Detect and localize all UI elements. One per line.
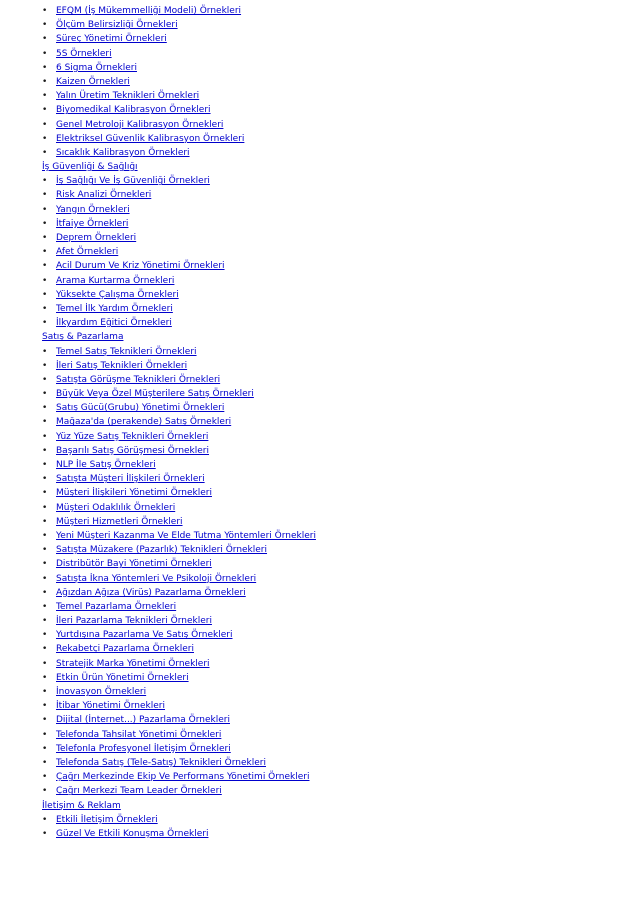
list-item-link[interactable]: Arama Kurtarma Örnekleri (56, 275, 175, 286)
list-item-link[interactable]: Temel Pazarlama Örnekleri (56, 601, 177, 612)
list-item-link[interactable]: 6 Sigma Örnekleri (56, 62, 137, 73)
bullet-icon: • (42, 701, 48, 712)
list-item-link[interactable]: Temel Satış Teknikleri Örnekleri (56, 346, 197, 357)
list-item (42, 401, 638, 415)
list-item-link[interactable]: Kaizen Örnekleri (56, 76, 130, 87)
list-item (42, 217, 638, 231)
list-item-link[interactable]: İleri Pazarlama Teknikleri Örnekleri (56, 616, 212, 627)
list-item-link[interactable]: Risk Analizi Örnekleri (56, 190, 152, 201)
list-item-link[interactable]: Müşteri Odaklılık Örnekleri (56, 502, 176, 513)
list-item-link[interactable]: Telefonda Tahsilat Yönetimi Örnekleri (56, 729, 222, 740)
list-item (42, 572, 638, 586)
list-item (42, 89, 638, 103)
section-0 (42, 4, 638, 160)
list-item-link[interactable]: Yalın Üretim Teknikleri Örnekleri (56, 91, 200, 102)
section-heading (42, 799, 638, 813)
bullet-icon: • (42, 743, 48, 754)
list-item (42, 458, 638, 472)
list-item (42, 188, 638, 202)
bullet-icon: • (42, 616, 48, 627)
list-item-link[interactable]: NLP İle Satış Örnekleri (56, 460, 156, 470)
list-item-link[interactable]: Müşteri Hizmetleri Örnekleri (56, 516, 183, 527)
bullet-icon: • (42, 176, 48, 187)
list-item (42, 132, 638, 146)
list-item-link[interactable]: İtfaiye Örnekleri (56, 218, 129, 229)
bullet-icon: • (42, 786, 48, 797)
bullet-icon: • (42, 630, 48, 641)
bullet-icon: • (42, 289, 48, 300)
bullet-icon: • (42, 814, 48, 825)
list-item-link[interactable]: Ağızdan Ağıza (Virüs) Pazarlama Örnekleri (56, 587, 246, 598)
list-item (42, 770, 638, 784)
link-list (42, 4, 638, 160)
list-item (42, 345, 638, 359)
list-item-link[interactable]: Elektriksel Güvenlik Kalibrasyon Örnekleri (56, 133, 245, 144)
bullet-icon: • (42, 757, 48, 768)
bullet-icon: • (42, 445, 48, 456)
list-item (42, 529, 638, 543)
list-item (42, 18, 638, 32)
list-item-link[interactable]: Dijital (İnternet...) Pazarlama Örnekleri (56, 715, 230, 726)
bullet-icon: • (42, 48, 48, 59)
list-item (42, 784, 638, 798)
bullet-icon: • (42, 516, 48, 527)
bullet-icon: • (42, 417, 48, 428)
list-item-link[interactable]: İş Sağlığı Ve İş Güvenliği Örnekleri (56, 176, 210, 187)
bullet-icon: • (42, 275, 48, 286)
bullet-icon: • (42, 6, 48, 16)
list-item (42, 75, 638, 89)
list-item-link[interactable]: Deprem Örnekleri (56, 233, 137, 243)
list-item-link[interactable]: Temel İlk Yardım Örnekleri (56, 303, 173, 314)
list-item (42, 600, 638, 614)
bullet-icon: • (42, 658, 48, 669)
bullet-icon: • (42, 303, 48, 314)
bullet-icon: • (42, 587, 48, 598)
list-item-link[interactable]: Mağaza'da (perakende) Satış Örnekleri (56, 417, 232, 428)
list-item-link[interactable]: Süreç Yönetimi Örnekleri (56, 34, 167, 45)
bullet-icon: • (42, 530, 48, 541)
list-item (42, 614, 638, 628)
list-item (42, 756, 638, 770)
list-item-link[interactable]: Sıcaklık Kalibrasyon Örnekleri (56, 147, 190, 158)
bullet-icon: • (42, 133, 48, 144)
list-item (42, 515, 638, 529)
list-item (42, 728, 638, 742)
bullet-icon: • (42, 502, 48, 513)
bullet-icon: • (42, 147, 48, 158)
list-item (42, 316, 638, 330)
bullet-icon: • (42, 729, 48, 740)
list-item (42, 32, 638, 46)
bullet-icon: • (42, 76, 48, 87)
section-3 (42, 799, 638, 842)
list-item (42, 302, 638, 316)
section-1 (42, 160, 638, 330)
list-item-link[interactable]: İnovasyon Örnekleri (56, 687, 147, 697)
bullet-icon: • (42, 488, 48, 499)
list-item-link[interactable]: Çağrı Merkezi Team Leader Örnekleri (56, 786, 222, 797)
list-item-link[interactable]: Yangın Örnekleri (56, 204, 130, 215)
bullet-icon: • (42, 644, 48, 655)
list-item-link[interactable]: Çağrı Merkezinde Ekip Ve Performans Yönetimi Örnekleri (56, 772, 310, 783)
bullet-icon: • (42, 828, 48, 839)
list-item (42, 827, 638, 841)
list-item (42, 288, 638, 302)
bullet-icon: • (42, 119, 48, 130)
list-item-link[interactable]: Yüz Yüze Satış Teknikleri Örnekleri (56, 431, 209, 442)
list-item (42, 231, 638, 245)
bullet-icon: • (42, 346, 48, 357)
list-item-link[interactable]: Telefonda Satış (Tele-Satış) Teknikleri Örnekleri (56, 757, 266, 768)
bullet-icon: • (42, 672, 48, 683)
list-item (42, 47, 638, 61)
list-item (42, 699, 638, 713)
list-item-link[interactable]: Satışta Görüşme Teknikleri Örnekleri (56, 374, 221, 385)
list-item (42, 472, 638, 486)
bullet-icon: • (42, 474, 48, 485)
list-item (42, 486, 638, 500)
list-item-link[interactable]: Büyük Veya Özel Müşterilere Satış Örnekleri (56, 389, 254, 400)
list-item-link[interactable]: Satışta İkna Yöntemleri Ve Psikoloji Örnekleri (56, 573, 257, 584)
section-heading-link[interactable]: Satış & Pazarlama (42, 332, 124, 343)
bullet-icon: • (42, 403, 48, 414)
list-item (42, 685, 638, 699)
list-item-link[interactable]: Satışta Müzakere (Pazarlık) Teknikleri Örnekleri (56, 545, 268, 556)
list-item (42, 4, 638, 18)
section-heading-link[interactable]: İş Güvenliği & Sağlığı (42, 162, 138, 173)
bullet-icon: • (42, 247, 48, 258)
bullet-icon: • (42, 34, 48, 45)
list-item (42, 415, 638, 429)
bullet-icon: • (42, 601, 48, 612)
section-heading-link[interactable]: İletişim & Reklam (42, 800, 121, 811)
list-item (42, 245, 638, 259)
link-list (42, 345, 638, 799)
list-item-link[interactable]: Müşteri İlişkileri Yönetimi Örnekleri (56, 488, 212, 499)
list-item-link[interactable]: İtibar Yönetimi Örnekleri (56, 701, 165, 712)
bullet-icon: • (42, 573, 48, 584)
list-item (42, 713, 638, 727)
list-item-link[interactable]: Afet Örnekleri (56, 247, 119, 258)
list-item (42, 146, 638, 160)
list-item-link[interactable]: Ölçüm Belirsizliği Örnekleri (56, 20, 178, 31)
list-item-link[interactable]: 5S Örnekleri (56, 48, 112, 59)
list-item (42, 813, 638, 827)
list-item-link[interactable]: EFQM (İş Mükemmelliği Modeli) Örnekleri (56, 6, 242, 16)
list-item-link[interactable]: Rekabetçi Pazarlama Örnekleri (56, 644, 194, 655)
list-item-link[interactable]: İleri Satış Teknikleri Örnekleri (56, 360, 188, 371)
bullet-icon: • (42, 715, 48, 726)
section-heading (42, 330, 638, 344)
bullet-icon: • (42, 431, 48, 442)
list-item (42, 657, 638, 671)
list-item-link[interactable]: Stratejik Marka Yönetimi Örnekleri (56, 658, 210, 669)
bullet-icon: • (42, 374, 48, 385)
list-item (42, 671, 638, 685)
bullet-icon: • (42, 389, 48, 400)
list-item-link[interactable]: Etkin Ürün Yönetimi Örnekleri (56, 672, 189, 683)
section-2 (42, 330, 638, 798)
list-item-link[interactable]: İlkyardım Eğitici Örnekleri (56, 318, 172, 329)
list-item (42, 742, 638, 756)
list-item (42, 501, 638, 515)
list-item (42, 274, 638, 288)
list-item (42, 118, 638, 132)
list-item-link[interactable]: Biyomedikal Kalibrasyon Örnekleri (56, 105, 211, 116)
bullet-icon: • (42, 687, 48, 697)
list-item (42, 373, 638, 387)
link-list (42, 174, 638, 330)
list-item-link[interactable]: Satış Gücü(Grubu) Yönetimi Örnekleri (56, 403, 225, 414)
bullet-icon: • (42, 218, 48, 229)
list-item-link[interactable]: Etkili İletişim Örnekleri (56, 814, 158, 825)
list-item-link[interactable]: Başarılı Satış Görüşmesi Örnekleri (56, 445, 210, 456)
bullet-icon: • (42, 190, 48, 201)
list-item-link[interactable]: Distribütör Bayi Yönetimi Örnekleri (56, 559, 212, 570)
list-item (42, 387, 638, 401)
bullet-icon: • (42, 261, 48, 272)
bullet-icon: • (42, 20, 48, 31)
link-list (42, 813, 638, 841)
list-item (42, 61, 638, 75)
list-item-link[interactable]: Yurtdışına Pazarlama Ve Satış Örnekleri (56, 630, 233, 641)
bullet-icon: • (42, 105, 48, 116)
list-item-link[interactable]: Satışta Müşteri İlişkileri Örnekleri (56, 474, 205, 485)
list-item-link[interactable]: Güzel Ve Etkili Konuşma Örnekleri (56, 828, 209, 839)
list-item (42, 642, 638, 656)
list-item (42, 430, 638, 444)
list-item (42, 359, 638, 373)
list-item (42, 586, 638, 600)
list-item (42, 628, 638, 642)
list-item-link[interactable]: Yüksekte Çalışma Örnekleri (56, 289, 179, 300)
list-item (42, 543, 638, 557)
bullet-icon: • (42, 360, 48, 371)
bullet-icon: • (42, 318, 48, 329)
list-item (42, 557, 638, 571)
bullet-icon: • (42, 545, 48, 556)
list-item-link[interactable]: Acil Durum Ve Kriz Yönetimi Örnekleri (56, 261, 225, 272)
bullet-icon: • (42, 204, 48, 215)
list-item (42, 103, 638, 117)
list-item-link[interactable]: Yeni Müşteri Kazanma Ve Elde Tutma Yöntemleri Örnekleri (56, 530, 316, 541)
list-item (42, 174, 638, 188)
section-heading (42, 160, 638, 174)
bullet-icon: • (42, 233, 48, 243)
list-item (42, 203, 638, 217)
list-item-link[interactable]: Genel Metroloji Kalibrasyon Örnekleri (56, 119, 224, 130)
bullet-icon: • (42, 62, 48, 73)
list-item-link[interactable]: Telefonla Profesyonel İletişim Örnekleri (56, 743, 231, 754)
list-item (42, 444, 638, 458)
bullet-icon: • (42, 91, 48, 102)
bullet-icon: • (42, 772, 48, 783)
bullet-icon: • (42, 460, 48, 470)
list-item (42, 259, 638, 273)
bullet-icon: • (42, 559, 48, 570)
